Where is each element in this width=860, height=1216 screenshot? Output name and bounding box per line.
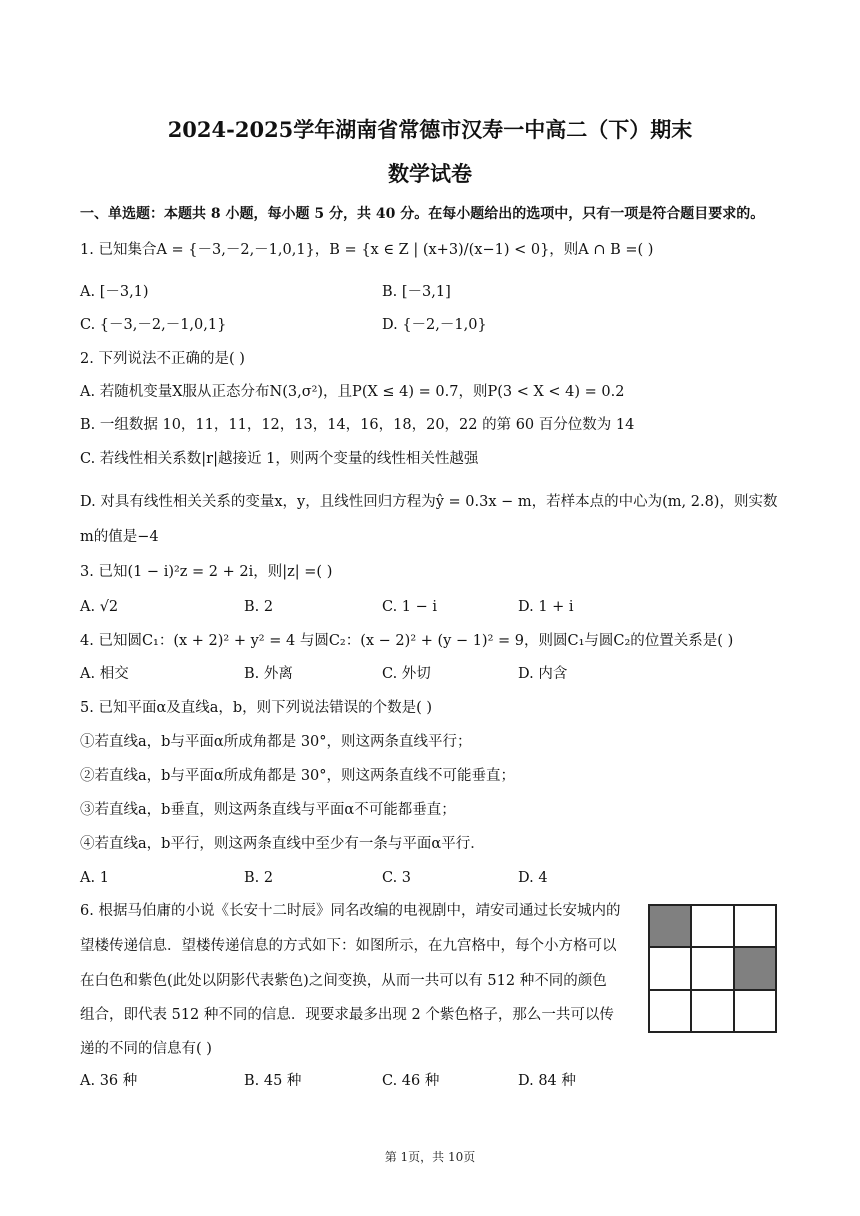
- q3-option-b: B. 2: [244, 599, 274, 615]
- question-6-line-3: 在白色和紫色(此处以阴影代表紫色)之间变换，从而一共可以有 512 种不同的颜色: [80, 973, 607, 989]
- q2-option-c: C. 若线性相关系数|r|越接近 1，则两个变量的线性相关性越强: [80, 451, 479, 467]
- q5-option-c: C. 3: [382, 870, 412, 886]
- q5-statement-3: ③若直线a，b垂直，则这两条直线与平面α不可能都垂直；: [80, 802, 456, 818]
- grid-cell: [649, 947, 691, 989]
- q4-option-c: C. 外切: [382, 666, 431, 682]
- question-6-line-1: 6. 根据马伯庸的小说《长安十二时辰》同名改编的电视剧中，靖安司通过长安城内的: [80, 903, 621, 919]
- grid-cell: [734, 990, 776, 1032]
- page-footer: 第 1页，共 10页: [384, 1150, 476, 1164]
- question-6-line-5: 递的不同的信息有( ): [80, 1041, 212, 1057]
- q3-option-a: A. √2: [80, 599, 119, 615]
- grid-cell-shaded: [649, 905, 691, 947]
- question-3-stem: 3. 已知(1 − i)²z = 2 + 2i，则|z| =( ): [80, 564, 333, 580]
- q5-option-a: A. 1: [80, 870, 109, 886]
- q6-option-b: B. 45 种: [244, 1073, 302, 1089]
- grid-cell-shaded: [734, 947, 776, 989]
- q3-option-d: D. 1 + i: [518, 599, 574, 615]
- question-6-line-2: 望楼传递信息．望楼传递信息的方式如下：如图所示，在九宫格中，每个小方格可以: [80, 938, 617, 954]
- grid-cell: [691, 905, 733, 947]
- q5-statement-1: ①若直线a，b与平面α所成角都是 30°，则这两条直线平行；: [80, 734, 472, 750]
- page-title: 2024-2025学年湖南省常德市汉寿一中高二（下）期末: [167, 117, 693, 142]
- nine-grid-figure: [648, 904, 777, 1033]
- q4-option-b: B. 外离: [244, 666, 293, 682]
- q1-option-a: A. [－3,1): [80, 284, 149, 300]
- q6-option-c: C. 46 种: [382, 1073, 440, 1089]
- q1-option-b: B. [－3,1]: [382, 284, 451, 300]
- grid-cell: [691, 947, 733, 989]
- q1-option-c: C. {－3,－2,－1,0,1}: [80, 317, 227, 333]
- q1-option-d: D. {－2,－1,0}: [382, 317, 487, 333]
- q4-option-d: D. 内含: [518, 666, 568, 682]
- question-6-line-4: 组合，即代表 512 种不同的信息．现要求最多出现 2 个紫色格子，那么一共可以传: [80, 1007, 614, 1023]
- q5-option-b: B. 2: [244, 870, 274, 886]
- q6-option-d: D. 84 种: [518, 1073, 576, 1089]
- q4-option-a: A. 相交: [80, 666, 129, 682]
- grid-cell: [649, 990, 691, 1032]
- q3-option-c: C. 1 − i: [382, 599, 438, 615]
- question-4-stem: 4. 已知圆C₁：(x + 2)² + y² = 4 与圆C₂：(x − 2)² + (y − 1)² = 9，则圆C₁与圆C₂的位置关系是( ): [80, 633, 734, 649]
- section-heading: 一、单选题：本题共 8 小题，每小题 5 分，共 40 分。在每小题给出的选项中，只有一项是符合题目要求的。: [80, 206, 765, 222]
- grid-cell: [734, 905, 776, 947]
- q2-option-b: B. 一组数据 10，11，11，12，13，14，16，18，20，22 的第 60 百分位数为 14: [80, 417, 635, 433]
- q2-option-a: A. 若随机变量X服从正态分布N(3,σ²)，且P(X ≤ 4) = 0.7，则P(3 < X < 4) = 0.2: [80, 384, 625, 400]
- q5-statement-2: ②若直线a，b与平面α所成角都是 30°，则这两条直线不可能垂直；: [80, 768, 516, 784]
- q2-option-d-line1: D. 对具有线性相关关系的变量x，y，且线性回归方程为ŷ = 0.3x − m，若样本点的中心为(m, 2.8)，则实数: [80, 494, 778, 510]
- question-2-stem: 2. 下列说法不正确的是( ): [80, 351, 245, 367]
- q6-option-a: A. 36 种: [80, 1073, 138, 1089]
- question-5-stem: 5. 已知平面α及直线a，b，则下列说法错误的个数是( ): [80, 700, 433, 716]
- q2-option-d-line2: m的值是−4: [80, 529, 159, 545]
- page-subtitle: 数学试卷: [388, 161, 472, 186]
- q5-statement-4: ④若直线a，b平行，则这两条直线中至少有一条与平面α平行．: [80, 836, 485, 852]
- question-1-stem: 1. 已知集合A = {－3,－2,－1,0,1}，B = {x ∈ Z | (x+3)/(x−1) < 0}，则A ∩ B =( ): [80, 242, 654, 258]
- q5-option-d: D. 4: [518, 870, 548, 886]
- grid-cell: [691, 990, 733, 1032]
